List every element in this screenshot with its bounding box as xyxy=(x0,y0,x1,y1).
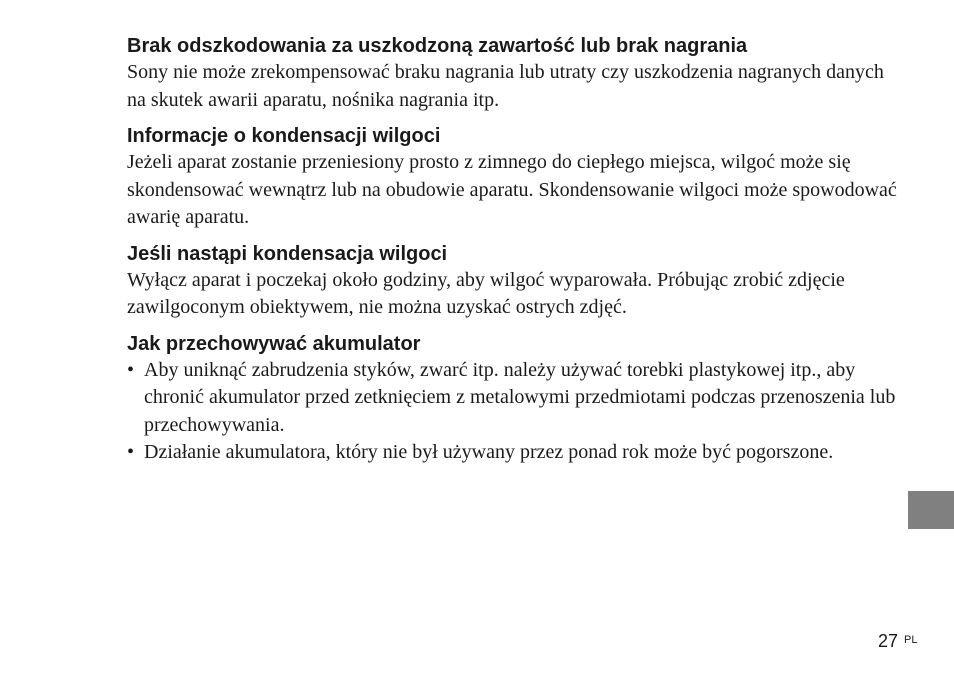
page-number: 27 xyxy=(878,631,899,651)
section-heading: Brak odszkodowania za uszkodzoną zawartość lub brak nagrania xyxy=(127,35,748,57)
section-battery-storage xyxy=(127,331,907,467)
section-no-compensation xyxy=(127,33,907,114)
page-footer xyxy=(878,630,918,652)
section-heading: Informacje o kondensacji wilgoci xyxy=(127,125,441,147)
section-paragraph: Wyłącz aparat i poczekaj około godziny, aby wilgoć wyparowała. Próbując zrobić zdjęcie zawilgoconym obiektywem, nie można uzyskać ostrych zdjęć. xyxy=(127,268,845,318)
document-body xyxy=(127,33,907,476)
list-item-text: Aby uniknąć zabrudzenia styków, zwarć itp. należy używać torebki plastykowej itp., aby chronić akumulator przed zetknięciem z metalowymi przedmiotami podczas przenoszenia lub przechowywania. xyxy=(144,358,896,436)
section-thumb-tab xyxy=(908,491,954,529)
bullet-list xyxy=(127,357,907,467)
section-paragraph: Sony nie może zrekompensować braku nagrania lub utraty czy uszkodzenia nagranych danych na skutek awarii aparatu, nośnika nagrania itp. xyxy=(127,61,884,111)
bullet-marker: • xyxy=(127,358,135,381)
list-item xyxy=(127,357,907,440)
list-item xyxy=(127,439,907,467)
section-moisture-info xyxy=(127,123,907,232)
bullet-marker: • xyxy=(127,441,135,463)
section-heading: Jak przechowywać akumulator xyxy=(127,332,421,355)
list-item-text: Działanie akumulatora, który nie był używany przez ponad rok może być pogorszone. xyxy=(144,441,834,463)
section-heading: Jeśli nastąpi kondensacja wilgoci xyxy=(127,242,448,265)
language-code: PL xyxy=(904,634,918,646)
section-paragraph: Jeżeli aparat zostanie przeniesiony prosto z zimnego do ciepłego miejsca, wilgoć może się skondensować wewnątrz lub na obudowie aparatu. Skondensowanie wilgoci może spowodować awarię aparatu. xyxy=(127,151,897,228)
section-if-condensation xyxy=(127,241,907,322)
